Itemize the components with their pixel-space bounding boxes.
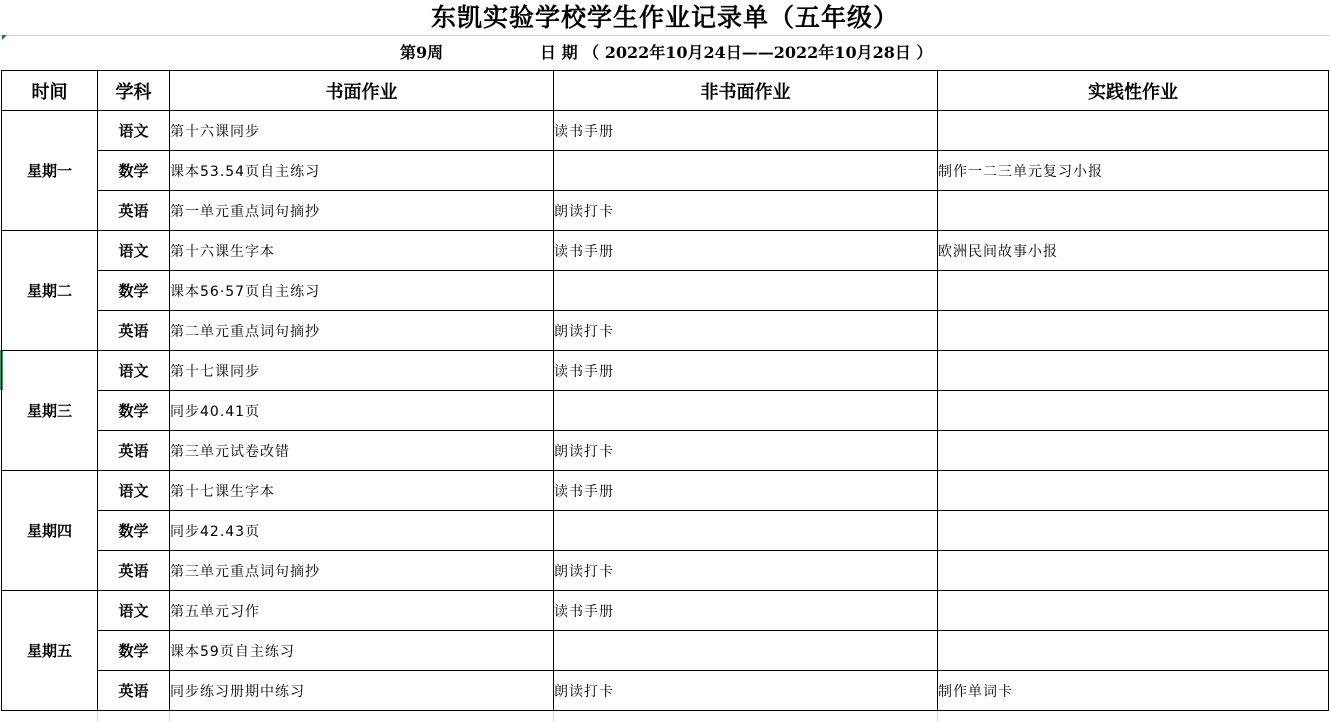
table-header-row (2, 71, 1329, 111)
sheet-title[interactable]: 东凯实验学校学生作业记录单（五年级） (0, 0, 1330, 36)
nonwritten-homework-cell[interactable]: 读书手册 (554, 471, 938, 511)
day-cell-monday[interactable]: 星期一 (2, 111, 98, 231)
nonwritten-homework-cell[interactable]: 朗读打卡 (554, 191, 938, 231)
practice-homework-cell[interactable] (938, 351, 1329, 391)
practice-homework-cell[interactable] (938, 551, 1329, 591)
subject-cell[interactable]: 数学 (98, 511, 170, 551)
subject-cell[interactable]: 语文 (98, 471, 170, 511)
nonwritten-homework-cell[interactable]: 读书手册 (554, 591, 938, 631)
subject-cell[interactable]: 数学 (98, 151, 170, 191)
table-row (2, 311, 1329, 351)
practice-homework-cell[interactable] (938, 191, 1329, 231)
nonwritten-homework-cell[interactable] (554, 631, 938, 671)
header-nonwritten-homework[interactable]: 非书面作业 (554, 71, 938, 111)
practice-homework-cell[interactable] (938, 471, 1329, 511)
nonwritten-homework-cell[interactable] (554, 151, 938, 191)
table-row (2, 191, 1329, 231)
practice-homework-cell[interactable] (938, 591, 1329, 631)
written-homework-cell[interactable]: 同步练习册期中练习 (170, 671, 554, 711)
practice-homework-cell[interactable] (938, 431, 1329, 471)
nonwritten-homework-cell[interactable]: 朗读打卡 (554, 431, 938, 471)
nonwritten-homework-cell[interactable]: 朗读打卡 (554, 311, 938, 351)
subject-cell[interactable]: 英语 (98, 671, 170, 711)
subject-cell[interactable]: 语文 (98, 591, 170, 631)
nonwritten-homework-cell[interactable]: 读书手册 (554, 111, 938, 151)
practice-homework-cell[interactable] (938, 311, 1329, 351)
written-homework-cell[interactable]: 课本56·57页自主练习 (170, 271, 554, 311)
written-homework-cell[interactable]: 第十七课同步 (170, 351, 554, 391)
nonwritten-homework-cell[interactable]: 读书手册 (554, 351, 938, 391)
homework-table (1, 70, 1329, 711)
header-time[interactable]: 时间 (2, 71, 98, 111)
written-homework-cell[interactable]: 同步40.41页 (170, 391, 554, 431)
practice-homework-cell[interactable] (938, 511, 1329, 551)
subject-cell[interactable]: 英语 (98, 191, 170, 231)
practice-homework-cell[interactable]: 欧洲民间故事小报 (938, 231, 1329, 271)
table-row (2, 631, 1329, 671)
nonwritten-homework-cell[interactable] (554, 271, 938, 311)
table-row (2, 271, 1329, 311)
written-homework-cell[interactable]: 第五单元习作 (170, 591, 554, 631)
written-homework-cell[interactable]: 课本53.54页自主练习 (170, 151, 554, 191)
table-row (2, 591, 1329, 631)
subject-cell[interactable]: 英语 (98, 431, 170, 471)
practice-homework-cell[interactable] (938, 391, 1329, 431)
practice-homework-cell[interactable]: 制作单词卡 (938, 671, 1329, 711)
day-cell-wednesday[interactable]: 星期三 (2, 351, 98, 471)
nonwritten-homework-cell[interactable] (554, 511, 938, 551)
practice-homework-cell[interactable] (938, 631, 1329, 671)
table-row (2, 511, 1329, 551)
table-row (2, 551, 1329, 591)
table-row (2, 671, 1329, 711)
table-row (2, 431, 1329, 471)
table-row (2, 111, 1329, 151)
table-row (2, 391, 1329, 431)
day-cell-friday[interactable]: 星期五 (2, 591, 98, 711)
week-date-row (0, 36, 1330, 70)
subject-cell[interactable]: 语文 (98, 111, 170, 151)
written-homework-cell[interactable]: 第十七课生字本 (170, 471, 554, 511)
nonwritten-homework-cell[interactable] (554, 391, 938, 431)
subject-cell[interactable]: 数学 (98, 391, 170, 431)
date-range-label[interactable]: 日 期 （ 2022年10月24日——2022年10月28日 ） (540, 43, 933, 62)
table-row (2, 231, 1329, 271)
day-cell-thursday[interactable]: 星期四 (2, 471, 98, 591)
practice-homework-cell[interactable] (938, 111, 1329, 151)
written-homework-cell[interactable]: 第十六课同步 (170, 111, 554, 151)
subject-cell[interactable]: 数学 (98, 631, 170, 671)
next-empty-row (0, 711, 1330, 721)
nonwritten-homework-cell[interactable]: 读书手册 (554, 231, 938, 271)
written-homework-cell[interactable]: 第二单元重点词句摘抄 (170, 311, 554, 351)
practice-homework-cell[interactable]: 制作一二三单元复习小报 (938, 151, 1329, 191)
subject-cell[interactable]: 英语 (98, 311, 170, 351)
written-homework-cell[interactable]: 同步42.43页 (170, 511, 554, 551)
nonwritten-homework-cell[interactable]: 朗读打卡 (554, 671, 938, 711)
header-subject[interactable]: 学科 (98, 71, 170, 111)
table-row (2, 151, 1329, 191)
subject-cell[interactable]: 语文 (98, 231, 170, 271)
written-homework-cell[interactable]: 课本59页自主练习 (170, 631, 554, 671)
week-label[interactable]: 第9周 (400, 43, 444, 62)
subject-cell[interactable]: 数学 (98, 271, 170, 311)
table-body (2, 111, 1329, 711)
subject-cell[interactable]: 英语 (98, 551, 170, 591)
written-homework-cell[interactable]: 第三单元试卷改错 (170, 431, 554, 471)
nonwritten-homework-cell[interactable]: 朗读打卡 (554, 551, 938, 591)
header-written-homework[interactable]: 书面作业 (170, 71, 554, 111)
table-row (2, 351, 1329, 391)
practice-homework-cell[interactable] (938, 271, 1329, 311)
subject-cell[interactable]: 语文 (98, 351, 170, 391)
table-row (2, 471, 1329, 511)
written-homework-cell[interactable]: 第三单元重点词句摘抄 (170, 551, 554, 591)
written-homework-cell[interactable]: 第一单元重点词句摘抄 (170, 191, 554, 231)
written-homework-cell[interactable]: 第十六课生字本 (170, 231, 554, 271)
header-practice-homework[interactable]: 实践性作业 (938, 71, 1329, 111)
day-cell-tuesday[interactable]: 星期二 (2, 231, 98, 351)
